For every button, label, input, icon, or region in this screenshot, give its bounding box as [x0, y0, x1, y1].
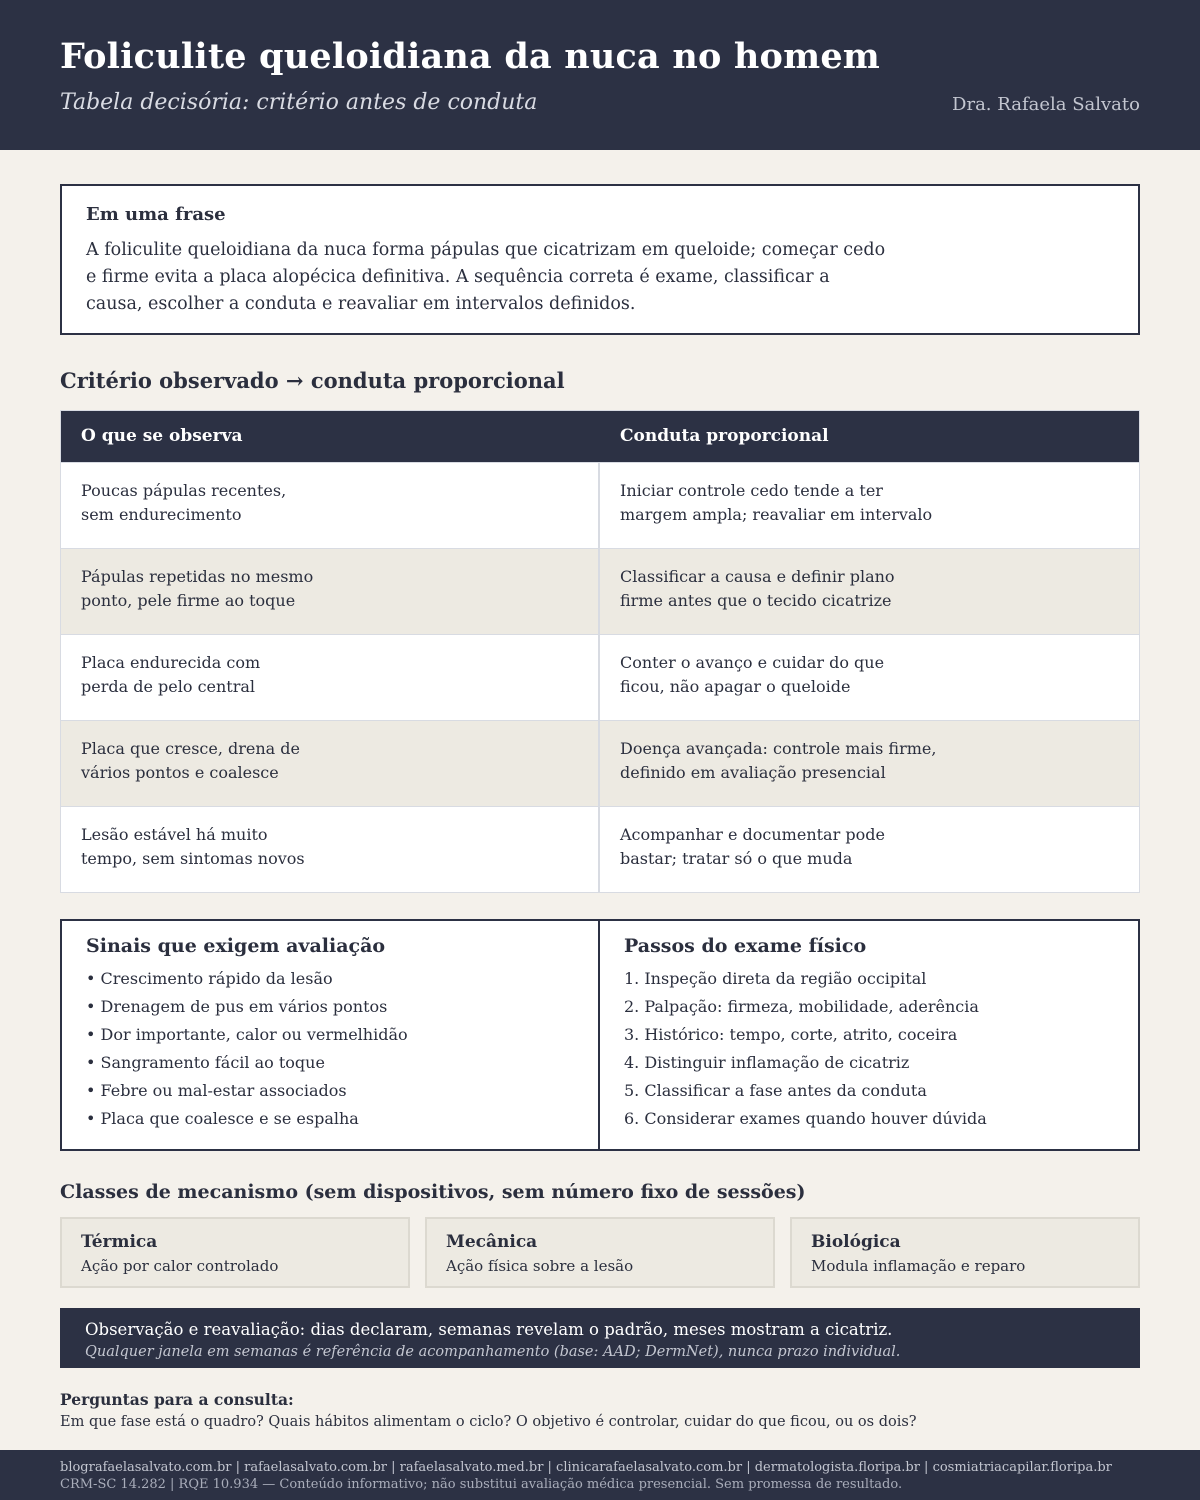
cell-line: Pápulas repetidas no mesmo	[81, 567, 314, 586]
mechanism-cards	[60, 1217, 1140, 1288]
column-header-conduct: Conduta proporcional	[620, 426, 829, 446]
questions-title: Perguntas para a consulta:	[60, 1390, 294, 1409]
list-item: • Febre ou mal-estar associados	[86, 1081, 347, 1100]
conduct-cell	[600, 807, 1139, 892]
criteria-section-title: Critério observado → conduta proporcional	[60, 368, 565, 393]
cell-line: Lesão estável há muito	[81, 825, 268, 844]
mechanism-name: Mecânica	[446, 1232, 538, 1252]
cell-line: Iniciar controle cedo tende a ter	[620, 481, 883, 500]
page-footer	[0, 1450, 1200, 1500]
exam-steps-panel	[600, 921, 1138, 1149]
table-row	[61, 806, 1139, 892]
summary-box	[60, 184, 1140, 335]
criteria-table	[60, 410, 1140, 893]
cell-line: tempo, sem sintomas novos	[81, 849, 305, 868]
conduct-cell	[600, 721, 1139, 806]
cell-line: Doença avançada: controle mais firme,	[620, 739, 937, 758]
mechanism-description: Modula inflamação e reparo	[811, 1257, 1026, 1275]
exam-steps-title: Passos do exame físico	[624, 935, 867, 957]
list-item: 5. Classificar a fase antes da conduta	[624, 1081, 927, 1100]
conduct-cell	[600, 635, 1139, 720]
list-item: • Crescimento rápido da lesão	[86, 969, 333, 988]
observed-cell	[61, 463, 600, 548]
page-header	[0, 0, 1200, 150]
table-row	[61, 720, 1139, 806]
list-item: 6. Considerar exames quando houver dúvida	[624, 1109, 987, 1128]
cell-line: Acompanhar e documentar pode	[620, 825, 885, 844]
column-header-observed: O que se observa	[81, 426, 243, 446]
table-header	[61, 411, 1139, 462]
table-row	[61, 462, 1139, 548]
author-name: Dra. Rafaela Salvato	[952, 94, 1140, 115]
cell-line: firme antes que o tecido cicatrize	[620, 591, 892, 610]
conduct-cell	[600, 463, 1139, 548]
mechanism-card-biological	[790, 1217, 1140, 1288]
list-item: 1. Inspeção direta da região occipital	[624, 969, 927, 988]
observed-cell	[61, 549, 600, 634]
questions-text: Em que fase está o quadro? Quais hábitos alimentam o ciclo? O objetivo é controlar, cuidar do que ficou, ou os dois?	[60, 1414, 917, 1430]
list-item: 3. Histórico: tempo, corte, atrito, coceira	[624, 1025, 958, 1044]
page-title: Foliculite queloidiana da nuca no homem	[60, 36, 881, 77]
cell-line: vários pontos e coalesce	[81, 763, 279, 782]
observed-cell	[61, 807, 600, 892]
footer-links: blografaelasalvato.com.br | rafaelasalvato.com.br | rafaelasalvato.med.br | clinicarafaelasalvato.com.br | dermatologista.floripa.br | cosmiatriacapilar.floripa.br	[60, 1460, 1112, 1475]
cell-line: Placa endurecida com	[81, 653, 261, 672]
cell-line: perda de pelo central	[81, 677, 256, 696]
cell-line: Classificar a causa e definir plano	[620, 567, 895, 586]
mechanism-name: Térmica	[81, 1232, 158, 1252]
observed-cell	[61, 721, 600, 806]
summary-text: A foliculite queloidiana da nuca forma pápulas que cicatrizam em queloide; começar cedo e firme evita a placa alopécica definitiva. A sequência correta é exame, classificar a causa, escolher a conduta e reavaliar em intervalos definidos.	[86, 240, 886, 314]
note-sub-text: Qualquer janela em semanas é referência de acompanhamento (base: AAD; DermNet), nunca prazo individual.	[85, 1344, 901, 1360]
cell-line: bastar; tratar só o que muda	[620, 849, 853, 868]
conduct-cell	[600, 549, 1139, 634]
mechanism-card-mechanical	[425, 1217, 775, 1288]
cell-line: Poucas pápulas recentes,	[81, 481, 287, 500]
cell-line: ficou, não apagar o queloide	[620, 677, 851, 696]
list-item: • Sangramento fácil ao toque	[86, 1053, 325, 1072]
list-item: • Drenagem de pus em vários pontos	[86, 997, 388, 1016]
cell-line: Conter o avanço e cuidar do que	[620, 653, 885, 672]
mechanisms-section-title: Classes de mecanismo (sem dispositivos, sem número fixo de sessões)	[60, 1181, 806, 1203]
observed-cell	[61, 635, 600, 720]
reassessment-note	[60, 1308, 1140, 1368]
warning-signs-panel	[62, 921, 600, 1149]
note-main-text: Observação e reavaliação: dias declaram, semanas revelam o padrão, meses mostram a cicatriz.	[85, 1320, 893, 1339]
table-row	[61, 548, 1139, 634]
list-item: 4. Distinguir inflamação de cicatriz	[624, 1053, 910, 1072]
cell-line: margem ampla; reavaliar em intervalo	[620, 505, 933, 524]
footer-legal: CRM-SC 14.282 | RQE 10.934 — Conteúdo informativo; não substitui avaliação médica presencial. Sem promessa de resultado.	[60, 1477, 903, 1492]
mechanism-name: Biológica	[811, 1232, 901, 1252]
cell-line: sem endurecimento	[81, 505, 242, 524]
table-row	[61, 634, 1139, 720]
list-item: • Placa que coalesce e se espalha	[86, 1109, 359, 1128]
list-item: • Dor importante, calor ou vermelhidão	[86, 1025, 408, 1044]
cell-line: definido em avaliação presencial	[620, 763, 886, 782]
mechanism-description: Ação física sobre a lesão	[446, 1257, 634, 1275]
cell-line: Placa que cresce, drena de	[81, 739, 300, 758]
mechanism-description: Ação por calor controlado	[81, 1257, 279, 1275]
list-item: 2. Palpação: firmeza, mobilidade, aderência	[624, 997, 979, 1016]
cell-line: ponto, pele firme ao toque	[81, 591, 296, 610]
mechanism-card-thermal	[60, 1217, 410, 1288]
signs-and-steps-box	[60, 919, 1140, 1151]
summary-title: Em uma frase	[86, 204, 226, 225]
page-subtitle: Tabela decisória: critério antes de conduta	[60, 90, 538, 115]
warning-signs-title: Sinais que exigem avaliação	[86, 935, 386, 957]
consult-questions	[60, 1390, 1140, 1430]
